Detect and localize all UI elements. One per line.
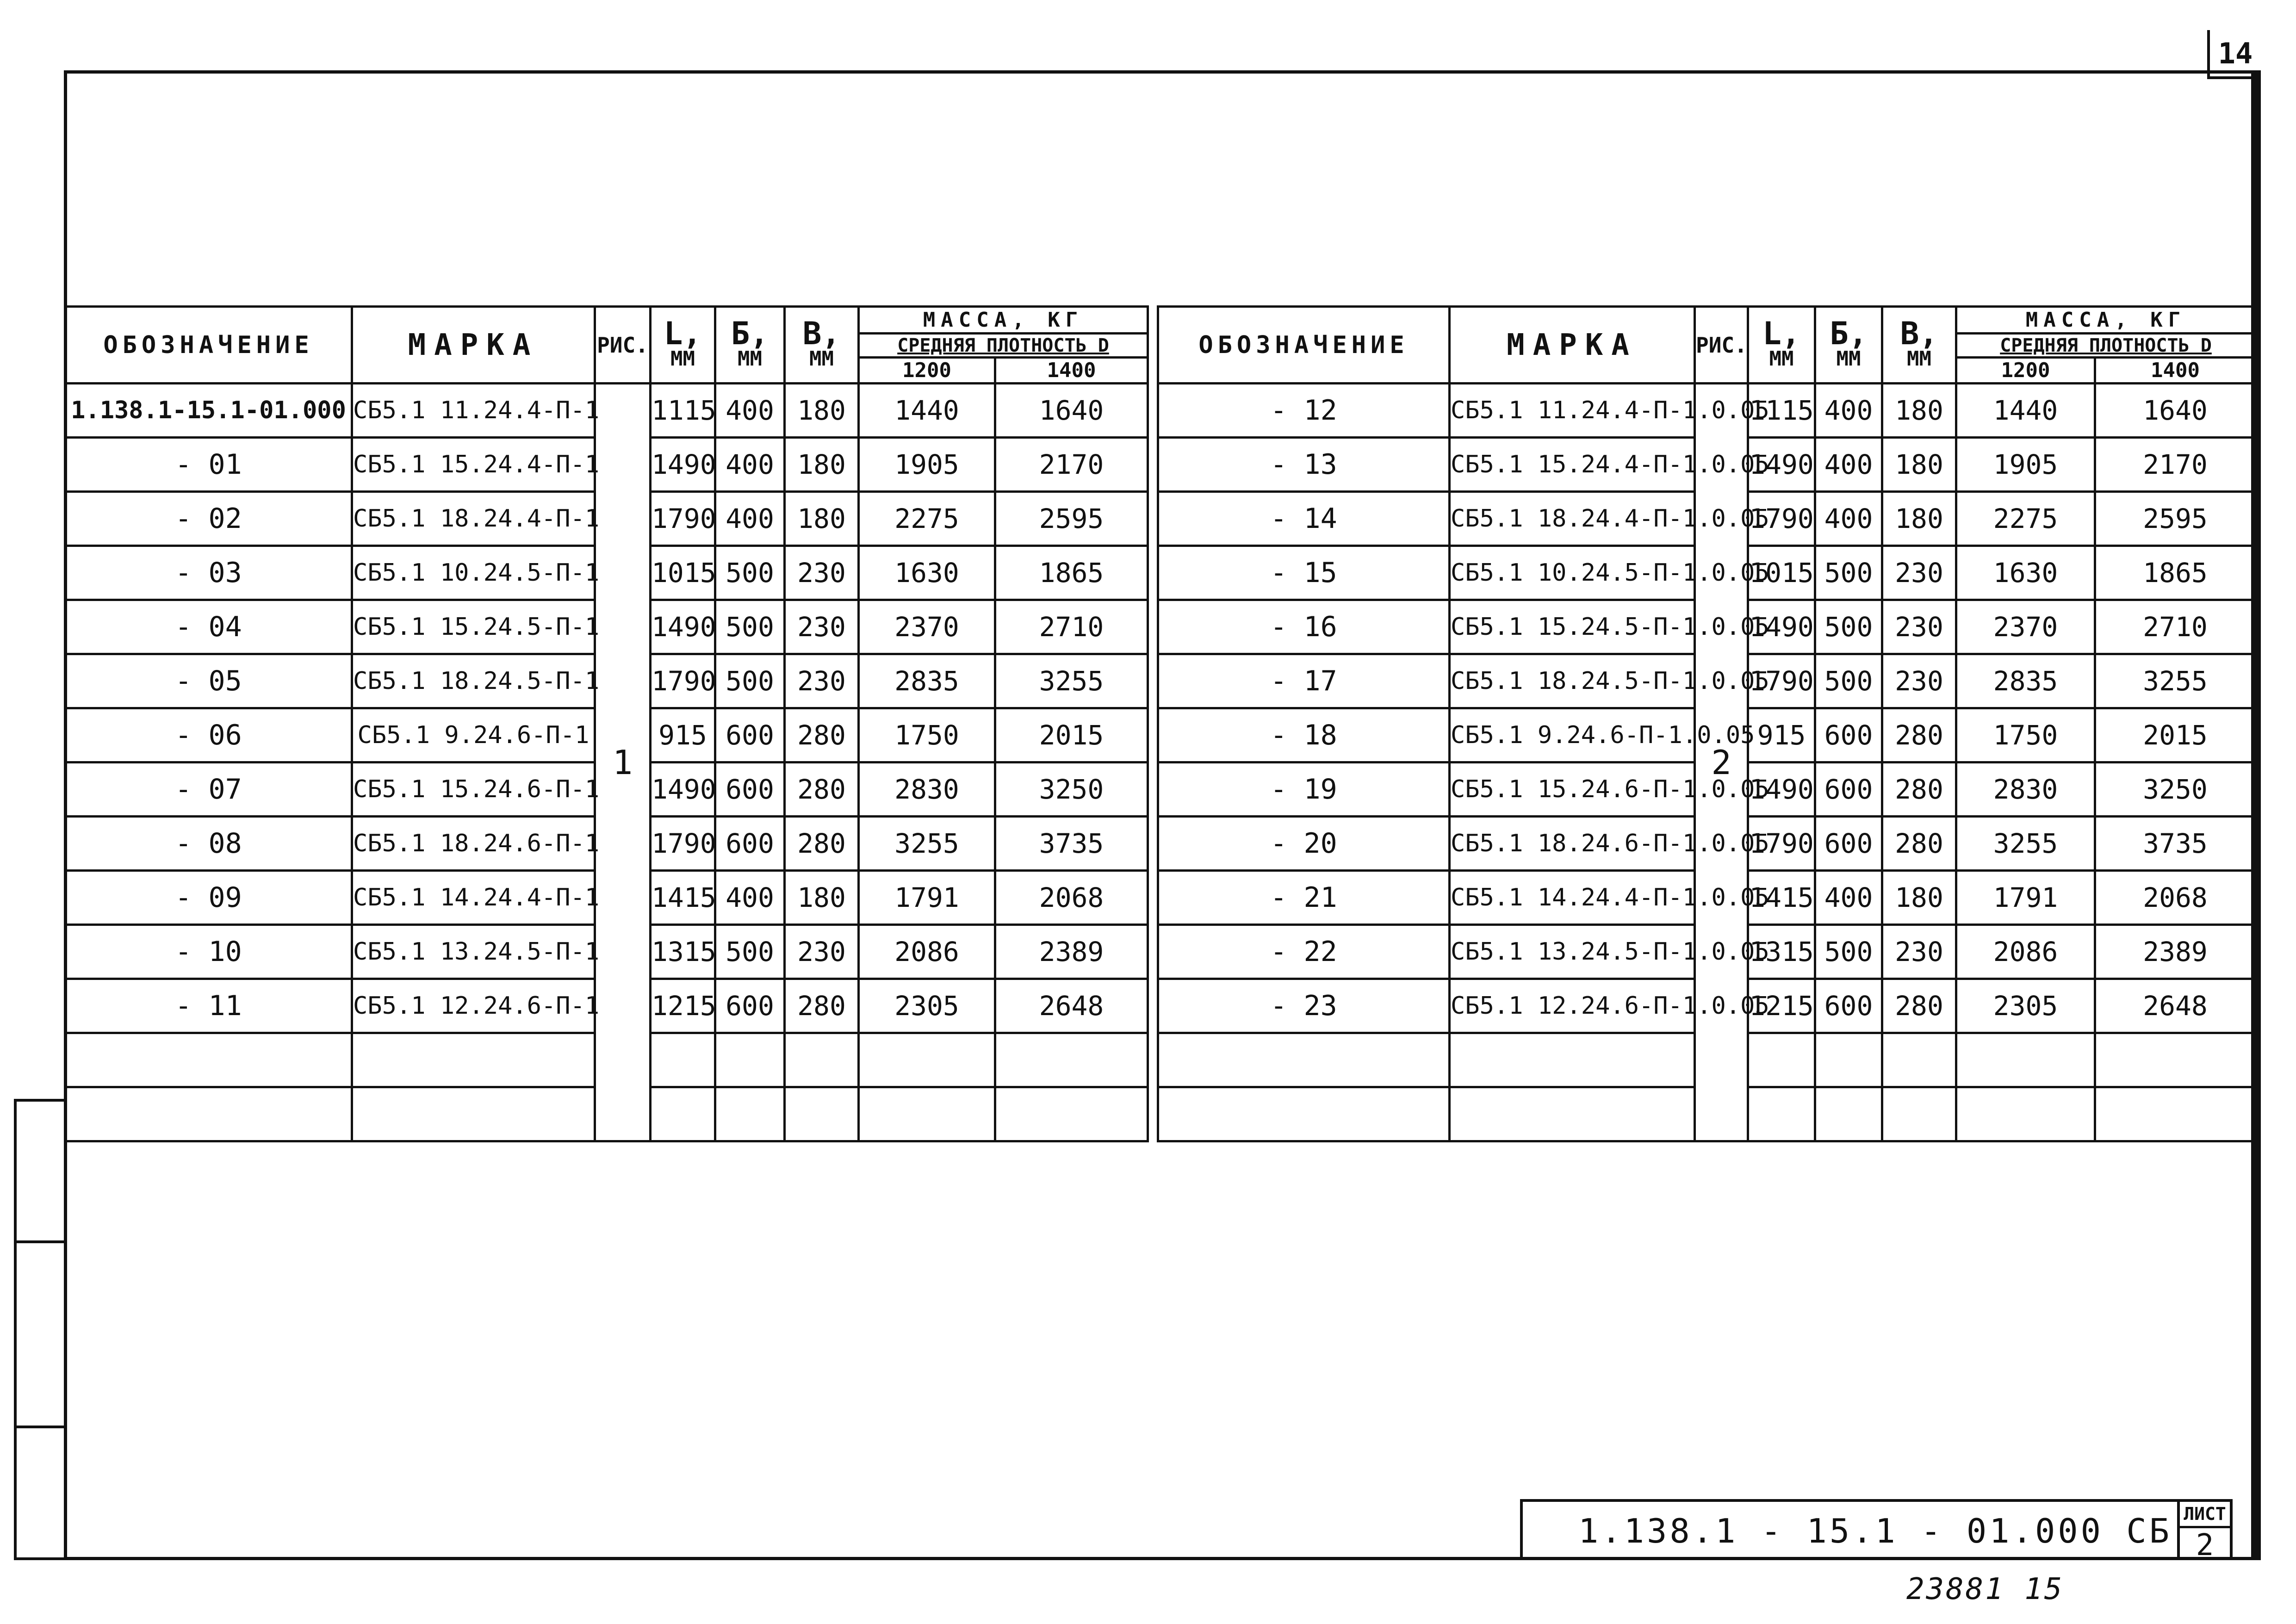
- empty-cell: [1450, 1033, 1695, 1087]
- empty-cell: [1882, 1033, 1956, 1087]
- m1400-cell: 3735: [995, 817, 1148, 871]
- designation-cell: - 03: [65, 546, 352, 600]
- empty-cell: [352, 1033, 595, 1087]
- mark-cell: СБ5.1 9.24.6-П-1: [352, 708, 595, 762]
- designation-cell: - 01: [65, 438, 352, 492]
- m1200-cell: 2305: [859, 979, 995, 1033]
- m1400-cell: 2068: [995, 871, 1148, 925]
- m1400-cell: 3250: [995, 762, 1148, 817]
- v-cell: 230: [785, 654, 859, 708]
- mark-cell: СБ5.1 18.24.6-П-1: [352, 817, 595, 871]
- B-cell: 600: [1815, 762, 1882, 817]
- designation-cell: - 10: [65, 925, 352, 979]
- v-cell: 230: [1882, 925, 1956, 979]
- mark-cell: СБ5.1 10.24.5-П-1.0.05: [1450, 546, 1695, 600]
- header-v: В, ММ: [785, 307, 859, 384]
- designation-cell: 1.138.1-15.1-01.000: [65, 384, 352, 438]
- v-cell: 230: [785, 600, 859, 654]
- fig-cell: 2: [1695, 384, 1748, 1141]
- L-cell: 1490: [1748, 438, 1815, 492]
- L-cell: 1790: [1748, 654, 1815, 708]
- sheet-box: [2177, 1499, 2233, 1560]
- mark-cell: СБ5.1 15.24.4-П-1: [352, 438, 595, 492]
- L-cell: 1115: [1748, 384, 1815, 438]
- mark-cell: СБ5.1 18.24.4-П-1: [352, 492, 595, 546]
- header-fig: РИС.: [595, 307, 651, 384]
- empty-cell: [352, 1087, 595, 1141]
- m1200-cell: 1630: [859, 546, 995, 600]
- title-block-code: 1.138.1 - 15.1 - 01.000 СБ: [1520, 1499, 2177, 1560]
- B-cell: 600: [715, 762, 785, 817]
- header-designation: ОБОЗНАЧЕНИЕ: [1158, 307, 1450, 384]
- mark-cell: СБ5.1 15.24.5-П-1: [352, 600, 595, 654]
- left-binding-strip: [14, 1099, 64, 1560]
- mark-cell: СБ5.1 11.24.4-П-1: [352, 384, 595, 438]
- m1400-cell: 2389: [995, 925, 1148, 979]
- mark-cell: СБ5.1 15.24.5-П-1.0.05: [1450, 600, 1695, 654]
- L-cell: 1490: [651, 600, 715, 654]
- archive-number: 23881 15: [1906, 1572, 2064, 1606]
- m1200-cell: 2275: [1956, 492, 2095, 546]
- m1200-cell: 1630: [1956, 546, 2095, 600]
- m1200-cell: 1750: [1956, 708, 2095, 762]
- mark-cell: СБ5.1 13.24.5-П-1: [352, 925, 595, 979]
- designation-cell: - 07: [65, 762, 352, 817]
- m1400-cell: 2170: [2095, 438, 2256, 492]
- m1200-cell: 2835: [859, 654, 995, 708]
- L-cell: 1115: [651, 384, 715, 438]
- m1400-cell: 1640: [2095, 384, 2256, 438]
- v-cell: 280: [1882, 708, 1956, 762]
- v-cell: 280: [1882, 979, 1956, 1033]
- designation-cell: - 12: [1158, 384, 1450, 438]
- B-cell: 600: [715, 817, 785, 871]
- v-cell: 180: [1882, 438, 1956, 492]
- empty-cell: [715, 1087, 785, 1141]
- table-row: [1158, 384, 2256, 438]
- L-cell: 1415: [651, 871, 715, 925]
- mark-cell: СБ5.1 18.24.5-П-1.0.05: [1450, 654, 1695, 708]
- designation-cell: - 23: [1158, 979, 1450, 1033]
- L-cell: 1415: [1748, 871, 1815, 925]
- designation-cell: - 15: [1158, 546, 1450, 600]
- m1200-cell: 2370: [859, 600, 995, 654]
- L-cell: 1490: [651, 762, 715, 817]
- empty-cell: [1815, 1087, 1882, 1141]
- empty-cell: [859, 1033, 995, 1087]
- m1200-cell: 2370: [1956, 600, 2095, 654]
- B-cell: 400: [1815, 492, 1882, 546]
- sheet-label: ЛИСТ: [2180, 1502, 2230, 1528]
- designation-cell: - 04: [65, 600, 352, 654]
- v-cell: 280: [785, 762, 859, 817]
- B-cell: 400: [1815, 438, 1882, 492]
- m1400-cell: 2015: [2095, 708, 2256, 762]
- header-density-1200: 1200: [859, 358, 995, 384]
- L-cell: 1215: [651, 979, 715, 1033]
- m1400-cell: 2710: [995, 600, 1148, 654]
- m1400-cell: 2170: [995, 438, 1148, 492]
- m1200-cell: 1905: [1956, 438, 2095, 492]
- B-cell: 400: [715, 438, 785, 492]
- m1400-cell: 2015: [995, 708, 1148, 762]
- B-cell: 400: [715, 492, 785, 546]
- v-cell: 280: [785, 708, 859, 762]
- designation-cell: - 05: [65, 654, 352, 708]
- m1200-cell: 2835: [1956, 654, 2095, 708]
- v-cell: 230: [785, 546, 859, 600]
- m1400-cell: 1640: [995, 384, 1148, 438]
- B-cell: 400: [1815, 384, 1882, 438]
- designation-cell: - 08: [65, 817, 352, 871]
- L-cell: 915: [651, 708, 715, 762]
- spec-table-left-body: [65, 384, 1148, 1141]
- B-cell: 400: [715, 871, 785, 925]
- B-cell: 500: [715, 600, 785, 654]
- L-cell: 1315: [651, 925, 715, 979]
- B-cell: 500: [1815, 600, 1882, 654]
- empty-cell: [1158, 1033, 1450, 1087]
- m1200-cell: 3255: [1956, 817, 2095, 871]
- mark-cell: СБ5.1 18.24.6-П-1.0.05: [1450, 817, 1695, 871]
- m1400-cell: 2595: [2095, 492, 2256, 546]
- mark-cell: СБ5.1 15.24.6-П-1.0.05: [1450, 762, 1695, 817]
- empty-cell: [1748, 1087, 1815, 1141]
- header-density: СРЕДНЯЯ ПЛОТНОСТЬ D: [859, 334, 1148, 358]
- m1400-cell: 2710: [2095, 600, 2256, 654]
- header-fig: РИС.: [1695, 307, 1748, 384]
- table-row: [65, 384, 1148, 438]
- designation-cell: - 14: [1158, 492, 1450, 546]
- v-cell: 230: [1882, 600, 1956, 654]
- v-cell: 180: [785, 871, 859, 925]
- m1200-cell: 1791: [1956, 871, 2095, 925]
- mark-cell: СБ5.1 14.24.4-П-1: [352, 871, 595, 925]
- v-cell: 180: [785, 492, 859, 546]
- v-cell: 230: [1882, 546, 1956, 600]
- m1400-cell: 1865: [2095, 546, 2256, 600]
- mark-cell: СБ5.1 11.24.4-П-1.0.05: [1450, 384, 1695, 438]
- header-mass: МАССА, КГ: [859, 307, 1148, 334]
- v-cell: 230: [785, 925, 859, 979]
- v-cell: 280: [1882, 817, 1956, 871]
- empty-cell: [785, 1033, 859, 1087]
- designation-cell: - 21: [1158, 871, 1450, 925]
- header-density-1400: 1400: [995, 358, 1148, 384]
- m1200-cell: 2275: [859, 492, 995, 546]
- header-B: Б, ММ: [715, 307, 785, 384]
- empty-cell: [1450, 1087, 1695, 1141]
- L-cell: 1490: [1748, 600, 1815, 654]
- empty-cell: [1956, 1087, 2095, 1141]
- empty-cell: [65, 1087, 352, 1141]
- B-cell: 600: [715, 979, 785, 1033]
- B-cell: 500: [1815, 654, 1882, 708]
- sheet-number: 2: [2196, 1528, 2214, 1562]
- header-L: L, ММ: [1748, 307, 1815, 384]
- L-cell: 1015: [1748, 546, 1815, 600]
- mark-cell: СБ5.1 18.24.5-П-1: [352, 654, 595, 708]
- v-cell: 280: [1882, 762, 1956, 817]
- L-cell: 1790: [651, 817, 715, 871]
- B-cell: 400: [715, 384, 785, 438]
- L-cell: 1790: [651, 654, 715, 708]
- m1200-cell: 2086: [1956, 925, 2095, 979]
- B-cell: 500: [1815, 925, 1882, 979]
- B-cell: 500: [715, 654, 785, 708]
- empty-cell: [785, 1087, 859, 1141]
- L-cell: 1490: [1748, 762, 1815, 817]
- B-cell: 600: [1815, 979, 1882, 1033]
- mark-cell: СБ5.1 15.24.6-П-1: [352, 762, 595, 817]
- designation-cell: - 06: [65, 708, 352, 762]
- v-cell: 230: [1882, 654, 1956, 708]
- designation-cell: - 17: [1158, 654, 1450, 708]
- empty-cell: [1158, 1087, 1450, 1141]
- v-cell: 180: [785, 438, 859, 492]
- mark-cell: СБ5.1 12.24.6-П-1: [352, 979, 595, 1033]
- empty-cell: [651, 1087, 715, 1141]
- fig-cell: 1: [595, 384, 651, 1141]
- m1400-cell: 2648: [995, 979, 1148, 1033]
- L-cell: 1790: [1748, 817, 1815, 871]
- L-cell: 1490: [651, 438, 715, 492]
- m1200-cell: 1440: [859, 384, 995, 438]
- m1400-cell: 1865: [995, 546, 1148, 600]
- m1200-cell: 2830: [1956, 762, 2095, 817]
- empty-cell: [715, 1033, 785, 1087]
- m1200-cell: 3255: [859, 817, 995, 871]
- L-cell: 1315: [1748, 925, 1815, 979]
- empty-cell: [2095, 1033, 2256, 1087]
- B-cell: 600: [1815, 708, 1882, 762]
- empty-cell: [1815, 1033, 1882, 1087]
- L-cell: 1215: [1748, 979, 1815, 1033]
- v-cell: 180: [785, 384, 859, 438]
- designation-cell: - 13: [1158, 438, 1450, 492]
- designation-cell: - 02: [65, 492, 352, 546]
- header-B: Б, ММ: [1815, 307, 1882, 384]
- empty-cell: [1748, 1033, 1815, 1087]
- designation-cell: - 11: [65, 979, 352, 1033]
- mark-cell: СБ5.1 14.24.4-П-1.0.05: [1450, 871, 1695, 925]
- designation-cell: - 22: [1158, 925, 1450, 979]
- v-cell: 280: [785, 817, 859, 871]
- designation-cell: - 09: [65, 871, 352, 925]
- v-cell: 180: [1882, 384, 1956, 438]
- m1200-cell: 2305: [1956, 979, 2095, 1033]
- header-density-1200: 1200: [1956, 358, 2095, 384]
- mark-cell: СБ5.1 12.24.6-П-1.0.05: [1450, 979, 1695, 1033]
- m1400-cell: 2068: [2095, 871, 2256, 925]
- L-cell: 1790: [651, 492, 715, 546]
- designation-cell: - 18: [1158, 708, 1450, 762]
- header-density-1400: 1400: [2095, 358, 2256, 384]
- B-cell: 500: [1815, 546, 1882, 600]
- m1200-cell: 1440: [1956, 384, 2095, 438]
- empty-cell: [1882, 1087, 1956, 1141]
- B-cell: 500: [715, 546, 785, 600]
- mark-cell: СБ5.1 9.24.6-П-1.0.05: [1450, 708, 1695, 762]
- v-cell: 180: [1882, 871, 1956, 925]
- m1400-cell: 2648: [2095, 979, 2256, 1033]
- empty-cell: [995, 1033, 1148, 1087]
- designation-cell: - 19: [1158, 762, 1450, 817]
- m1200-cell: 2086: [859, 925, 995, 979]
- spec-table-right-body: [1158, 384, 2256, 1141]
- m1400-cell: 3735: [2095, 817, 2256, 871]
- header-designation: ОБОЗНАЧЕНИЕ: [65, 307, 352, 384]
- header-L: L, ММ: [651, 307, 715, 384]
- L-cell: 1015: [651, 546, 715, 600]
- empty-cell: [2095, 1087, 2256, 1141]
- m1200-cell: 2830: [859, 762, 995, 817]
- mark-cell: СБ5.1 13.24.5-П-1.0.05: [1450, 925, 1695, 979]
- page-number: 14: [2207, 30, 2261, 79]
- spec-table-left: [64, 305, 1149, 1142]
- m1200-cell: 1750: [859, 708, 995, 762]
- m1400-cell: 3255: [2095, 654, 2256, 708]
- v-cell: 280: [785, 979, 859, 1033]
- L-cell: 1790: [1748, 492, 1815, 546]
- designation-cell: - 20: [1158, 817, 1450, 871]
- m1400-cell: 2595: [995, 492, 1148, 546]
- empty-cell: [1956, 1033, 2095, 1087]
- v-cell: 180: [1882, 492, 1956, 546]
- header-v: В, ММ: [1882, 307, 1956, 384]
- B-cell: 600: [1815, 817, 1882, 871]
- m1400-cell: 2389: [2095, 925, 2256, 979]
- empty-cell: [995, 1087, 1148, 1141]
- header-density: СРЕДНЯЯ ПЛОТНОСТЬ D: [1956, 334, 2256, 358]
- m1400-cell: 3255: [995, 654, 1148, 708]
- mark-cell: СБ5.1 15.24.4-П-1.0.05: [1450, 438, 1695, 492]
- B-cell: 600: [715, 708, 785, 762]
- empty-cell: [65, 1033, 352, 1087]
- B-cell: 500: [715, 925, 785, 979]
- L-cell: 915: [1748, 708, 1815, 762]
- m1400-cell: 3250: [2095, 762, 2256, 817]
- m1200-cell: 1791: [859, 871, 995, 925]
- header-mark: МАРКА: [352, 307, 595, 384]
- header-mark: МАРКА: [1450, 307, 1695, 384]
- header-mass: МАССА, КГ: [1956, 307, 2256, 334]
- spec-table-right: [1157, 305, 2257, 1142]
- designation-cell: - 16: [1158, 600, 1450, 654]
- mark-cell: СБ5.1 10.24.5-П-1: [352, 546, 595, 600]
- empty-cell: [859, 1087, 995, 1141]
- empty-cell: [651, 1033, 715, 1087]
- m1200-cell: 1905: [859, 438, 995, 492]
- mark-cell: СБ5.1 18.24.4-П-1.0.05: [1450, 492, 1695, 546]
- B-cell: 400: [1815, 871, 1882, 925]
